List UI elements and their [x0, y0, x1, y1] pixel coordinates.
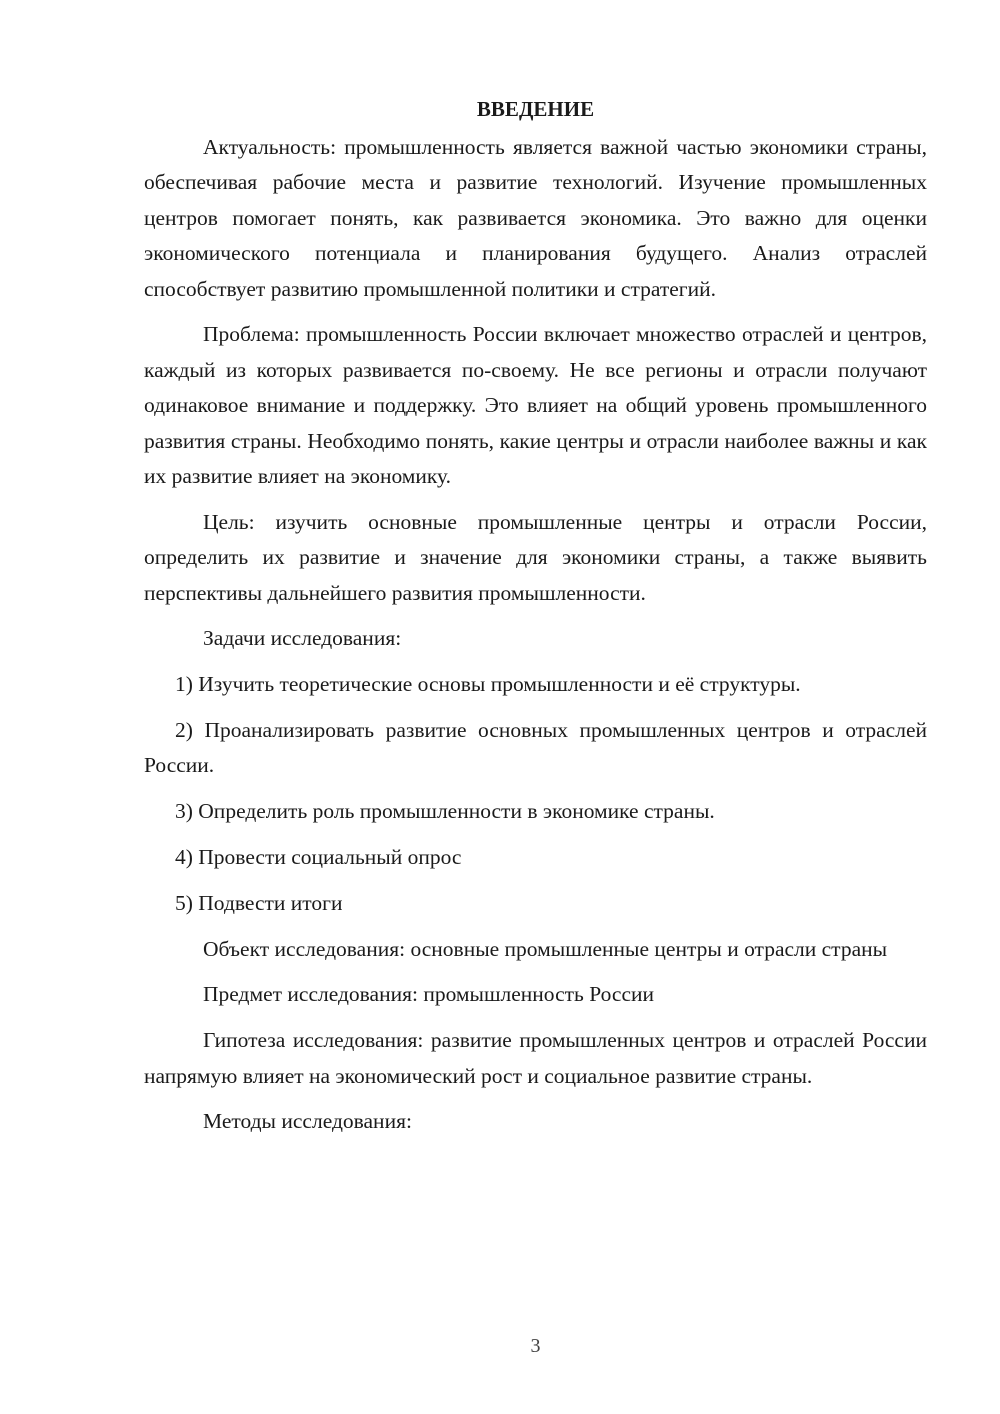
- page-title: ВВЕДЕНИЕ: [476, 97, 595, 121]
- paragraph-object: Объект исследования: основные промышленные центры и отрасли страны: [203, 936, 888, 961]
- task-item-5: 5) Подвести итоги: [175, 890, 343, 915]
- task-item-1: 1) Изучить теоретические основы промышленности и её структуры.: [175, 672, 801, 697]
- page-body: [144, 92, 927, 1150]
- paragraph-subject: Предмет исследования: промышленность России: [203, 982, 655, 1007]
- paragraph-problem: Проблема: промышленность России включает множество отраслей и центров, каждый из которых развивается по-своему. Не все регионы и отрасли получают одинаковое внимание и поддержку. Это влияет на общий уровень промышленного развития страны. Необходимо понять, какие центры и отрасли наиболее важны и как их развитие влияет на экономику.: [144, 322, 927, 489]
- paragraph-goal: Цель: изучить основные промышленные центры и отрасли России, определить их развитие и значение для экономики страны, а также выявить перспективы дальнейшего развития промышленности.: [144, 509, 927, 605]
- task-item-3: 3) Определить роль промышленности в экономике страны.: [175, 799, 715, 824]
- task-item-2: 2) Проанализировать развитие основных промышленных центров и отраслей России.: [144, 718, 927, 778]
- paragraph-tasks-heading: Задачи исследования:: [203, 626, 402, 651]
- paragraph-methods: Методы исследования:: [203, 1109, 412, 1134]
- page-number: 3: [530, 1335, 541, 1357]
- task-item-4: 4) Провести социальный опрос: [175, 845, 462, 870]
- paragraph-relevance: Актуальность: промышленность является важной частью экономики страны, обеспечивая рабочие места и развитие технологий. Изучение промышленных центров помогает понять, как развивается экономика. Это важно для оценки экономического потенциала и планирования будущего. Анализ отраслей способствует развитию промышленной политики и стратегий.: [144, 135, 927, 301]
- paragraph-hypothesis: Гипотеза исследования: развитие промышленных центров и отраслей России напрямую влияет на экономический рост и социальное развитие страны.: [144, 1028, 927, 1088]
